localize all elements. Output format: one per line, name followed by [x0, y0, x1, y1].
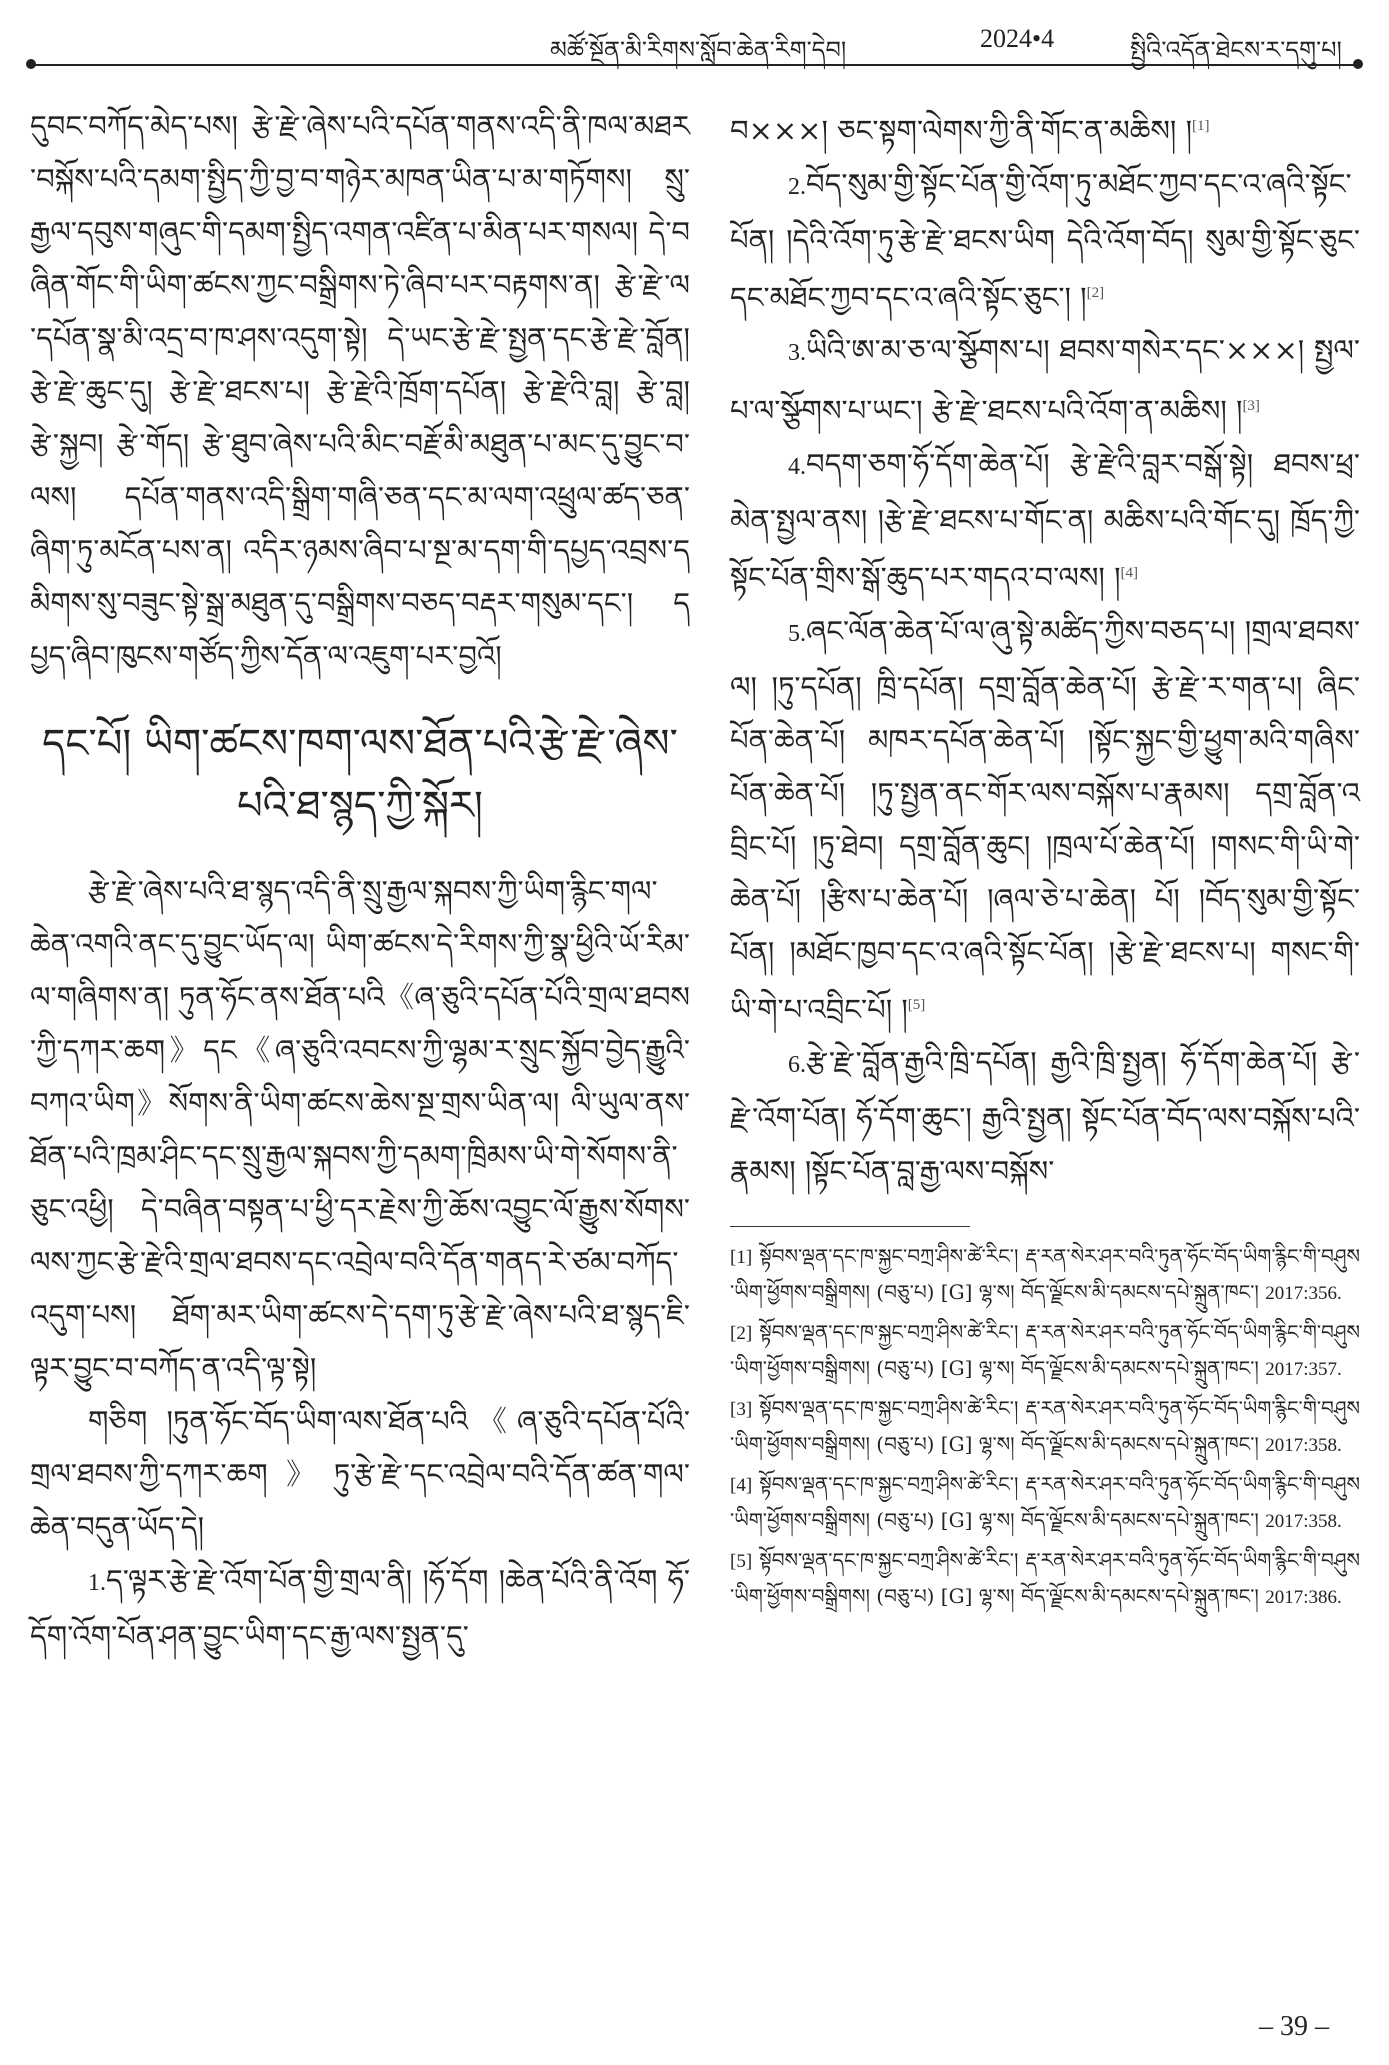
- list-item: [730, 438, 1360, 605]
- item-text: ཞང་ལོན་ཆེན་པོ་ལ་ཞུ་སྟེ་མཚིད་ཀྱིས་བཅད་པ། །གྲལ་ཐབས་ལ། །ཏུ་དཔོན། ཁྲི་དཔོན། དགྲ་བློན་ཆེན་པོ། རྩེ་རྫེ་ར་གན་པ། ཞིང་པོན་ཆེན་པོ། མཁར་དཔོན་ཆེན་པོ། །སྟོང་སྐྱང་གྱི་ཕྱུག་མའི་གཞིས་པོན་ཆེན་པོ། །ཏུ་སྤྱན་ནང་གོར་ལས་བསྐོས་པ་རྣམས། དགྲ་བློན་འབྲིང་པོ། །ཏུ་ཐེབ། དགྲ་བློན་ཆུང། །ཁྲལ་པོ་ཆེན་པོ། །གསང་གི་ཡི་གེ་ཆེན་པོ། །རྩིས་པ་ཆེན་པོ། །ཞལ་ཅེ་པ་ཆེན། པོ། །བོད་སུམ་གྱི་སྟོང་པོན། །མཐོང་ཁྱབ་དང་འ་ཞའི་སྟོང་པོན། །རྩེ་རྫེ་ཐངས་པ། གསང་གི་ཡི་གེ་པ་འབྲིང་པོ། །: [730, 613, 1360, 1027]
- footnote-text: སྟོབས་ལྡན་དང་ཁ་སྐྱང་བཀྲ་ཤིས་ཚེ་རིང་། རྡ་རན་སེར་ཤར་བའི་ཏུན་ཧོང་བོད་ཡིག་རྙིང་གི་བཤུས་ཡིག་ཕྱོགས་བསྒྲིགས། (བཅུ་པ) [G] ལྷ་ས། བོད་ལྗོངས་མི་དམངས་དཔེ་སྐྲུན་ཁང་།: [730, 1548, 1360, 1609]
- item-number: 5.: [788, 620, 806, 647]
- item-text: རྩེ་རྫེ་བློན་རྒྱའི་ཁྲི་དཔོན། རྒྱའི་ཁྲི་སྤྱན། ཧོ་དོག་ཆེན་པོ། རྩེ་རྫེ་འོག་པོན། ཧོ་དོག་ཆུང་། རྒྱའི་སྤྱན། སྟོང་པོན་བོད་ལས་བསྐོས་པའི་རྣམས། །སྟོང་པོན་བླ་རྒྱ་ལས་བསྐོས་: [730, 1045, 1360, 1189]
- footnote-rule: [730, 1226, 970, 1227]
- list-item: [730, 324, 1360, 438]
- rule-left-dot: [26, 59, 36, 69]
- paragraph: གཅིག །ཏུན་ཧོང་བོད་ཡིག་ལས་ཐོན་པའི《ཞ་ཅུའི་དཔོན་པོའི་གྲལ་ཐབས་ཀྱི་དཀར་ཆག》ཏུ་རྩེ་རྫེ་དང་འབྲེལ་བའི་དོན་ཚན་གལ་ཆེན་བདུན་ཡོད་དེ།: [30, 1404, 690, 1544]
- footnote: [730, 1543, 1360, 1615]
- item-text: ཡིའི་ཨ་མ་ཅ་ལ་སྩོགས་པ། ཐབས་གསེར་དང་×××། སྤྱལ་པ་ལ་སྩོགས་པ་ཡང་། རྩེ་རྫེ་ཐངས་པའི་འོག་ན་མཆིས། །: [730, 333, 1360, 428]
- footnote-number: [4]: [730, 1475, 753, 1497]
- rule-right-dot: [1353, 59, 1363, 69]
- paragraph: [730, 100, 1360, 158]
- issue-label: 2024•4: [980, 24, 1055, 53]
- item-number: 2.: [788, 173, 806, 200]
- footnote-number: [1]: [730, 1247, 753, 1269]
- journal-title: མཚོ་སྔོན་མི་རིགས་སློབ་ཆེན་རིག་དེབ།: [550, 36, 847, 64]
- footnote-text: སྟོབས་ལྡན་དང་ཁ་སྐྱང་བཀྲ་ཤིས་ཚེ་རིང་། རྡ་རན་སེར་ཤར་བའི་ཏུན་ཧོང་བོད་ཡིག་རྙིང་གི་བཤུས་ཡིག་ཕྱོགས་བསྒྲིགས། (བཅུ་པ) [G] ལྷ་ས། བོད་ལྗོངས་མི་དམངས་དཔེ་སྐྲུན་ཁང་།: [730, 1472, 1360, 1533]
- paragraph: རྩེ་རྫེ་ཞེས་པའི་ཐ་སྙད་འདི་ནི་སྲུ་རྒྱལ་སྐབས་ཀྱི་ཡིག་རྙིང་གལ་ཆེན་འགའི་ནང་དུ་བྱུང་ཡོད་ལ། ཡིག་ཚངས་དེ་རིགས་ཀྱི་སྣ་ཕྱིའི་ཡོ་རིམ་ལ་གཞིགས་ན། ཏུན་ཧོང་ནས་ཐོན་པའི《ཞ་ཅུའི་དཔོན་པོའི་གྲལ་ཐབས་ཀྱི་དཀར་ཆག》དང《ཞ་ཅུའི་འབངས་ཀྱི་ལྷམ་ར་སྲུང་སྐྱོབ་བྱེད་རྒྱུའི་བཀའ་ཡིག》སོགས་ནི་ཡིག་ཚངས་ཆེས་སྔ་གྲས་ཡིན་ལ། ལི་ཡུལ་ནས་ཐོན་པའི་ཁྲམ་ཤིང་དང་སྲུ་རྒྱལ་སྐབས་ཀྱི་དམག་ཁྲིམས་ཡི་གེ་སོགས་ནི་ཅུང་འཕྱི། དེ་བཞིན་བསྟན་པ་ཕྱི་དར་རྗེས་ཀྱི་ཆོས་འབྱུང་ལོ་རྒྱུས་སོགས་ལས་ཀྱང་རྩེ་རྫེའི་གྲལ་ཐབས་དང་འབྲེལ་བའི་དོན་གནད་རེ་ཙམ་བཀོད་འདུག་པས། ཐོག་མར་ཡིག་ཚངས་དེ་དག་ཏུ་རྩེ་རྫེ་ཞེས་པའི་ཐ་སྙད་ཇི་ལྟར་བྱུང་བ་བཀོད་ན་འདི་ལྟ་སྟེ།: [30, 874, 690, 1385]
- footnote-page: 2017:358.: [1265, 1435, 1342, 1457]
- page-number: – 39 –: [1259, 2011, 1329, 2042]
- running-header: [30, 18, 1359, 68]
- item-number: 3.: [788, 340, 806, 367]
- footnote: [730, 1315, 1360, 1387]
- item-text: ད་ལྟར་རྩེ་རྫེ་འོག་པོན་གྱི་གྲལ་ནི། །ཧོ་དོག །ཆེན་པོའི་ནི་འོག ཧོ་དོག་འོག་པོན་ཤན་བྱུང་ཡིག་དང་རྒྱ་ལས་སྤྱན་དུ་: [30, 1563, 690, 1653]
- footnote-text: སྟོབས་ལྡན་དང་ཁ་སྐྱང་བཀྲ་ཤིས་ཚེ་རིང་། རྡ་རན་སེར་ཤར་བའི་ཏུན་ཧོང་བོད་ཡིག་རྙིང་གི་བཤུས་ཡིག་ཕྱོགས་བསྒྲིགས། (བཅུ་པ) [G] ལྷ་ས། བོད་ལྗོངས་མི་དམངས་དཔེ་སྐྲུན་ཁང་།: [730, 1396, 1360, 1457]
- footnote-ref[interactable]: [2]: [1086, 284, 1105, 301]
- item-text: བོད་སུམ་གྱི་སྟོང་པོན་གྱི་འོག་ཏུ་མཐོང་ཀྱབ་དང་འ་ཞའི་སྟོང་པོན། །དེའི་འོག་ཏུ་རྩེ་རྫེ་ཐངས་ཡིག དེའི་འོག་བོད། སུམ་གྱི་སྟོང་ཅུང་དང་མཐོང་ཀྱབ་དང་འ་ཞའི་སྟོང་ཅུང་། །: [730, 166, 1360, 315]
- left-column: [30, 100, 690, 1663]
- paragraph: དུབང་བཀོད་མེད་པས། རྩེ་རྫེ་ཞེས་པའི་དཔོན་གནས་འདི་ནི་ཁལ་མཐར་བསྐོས་པའི་དམག་སྤྱིད་ཀྱི་བྱ་བ་གཉེར་མཁན་ཡིན་པ་མ་གཏོགས། སྲུ་རྒྱལ་དབུས་གཞུང་གི་དམག་སྤྱིད་འགན་འཛིན་པ་མིན་པར་གསལ། དེ་བཞིན་གོང་གི་ཡིག་ཚངས་ཀྱང་བསྒྲིགས་ཏེ་ཞིབ་པར་བརྟགས་ན། རྩེ་རྫེ་ལ་དཔོན་སྣ་མི་འདྲ་བ་ཁ་ཤས་འདུག་སྟེ། དེ་ཡང་རྩེ་རྫེ་སྤྱན་དང་རྩེ་རྫེ་བློན། རྩེ་རྫེ་ཆུང་དུ། རྩེ་རྫེ་ཐངས་པ། རྩེ་རྫེའི་ཁྲོག་དཔོན། རྩེ་རྫེའི་བླ། རྩེ་བླ། རྩེ་སྐྱབ། རྩེ་གོད། རྩེ་ཐུབ་ཞེས་པའི་མིང་བརྗོ་མི་མཐུན་པ་མང་དུ་བྱུང་བ་ལས། དཔོན་གནས་འདི་སྒྲིག་གཞི་ཅན་དང་མ་ལག་འཕྲུལ་ཚད་ཅན་ཞིག་ཏུ་མངོན་པས་ན། འདིར་ཉམས་ཞིབ་པ་སྔ་མ་དག་གི་དཔྱད་འབྲས་དམིགས་སུ་བཟུང་སྟེ་སྒྲ་མཐུན་དུ་བསྒྲིགས་བཅད་བརྡར་གསུམ་དང་། དཔྱད་ཞིབ་ཁུངས་གཙོད་ཀྱིས་དོན་ལ་འཇུག་པར་བྱའོ།: [30, 109, 690, 673]
- right-column: [730, 100, 1360, 1619]
- list-item: [730, 605, 1360, 1037]
- footnote-page: 2017:356.: [1265, 1283, 1342, 1305]
- item-number: 1.: [88, 1570, 106, 1596]
- footnote-page: 2017:357.: [1265, 1359, 1342, 1381]
- item-text: བ×××། ཅང་སྟག་ལེགས་ཀྱི་ནི་གོང་ན་མཆིས། །: [730, 113, 1193, 148]
- footnote-number: [3]: [730, 1399, 753, 1421]
- header-rule: [30, 64, 1359, 66]
- section-heading: དང་པོ། ཡིག་ཚངས་ཁག་ལས་ཐོན་པའི་རྩེ་རྫེ་ཞེས་པའི་ཐ་སྙད་ཀྱི་སྐོར།: [42, 721, 678, 829]
- footnote: [730, 1239, 1360, 1311]
- footnote-text: སྟོབས་ལྡན་དང་ཁ་སྐྱང་བཀྲ་ཤིས་ཚེ་རིང་། རྡ་རན་སེར་ཤར་བའི་ཏུན་ཧོང་བོད་ཡིག་རྙིང་གི་བཤུས་ཡིག་ཕྱོགས་བསྒྲིགས། (བཅུ་པ) [G] ལྷ་ས། བོད་ལྗོངས་མི་དམངས་དཔེ་སྐྲུན་ཁང་།: [730, 1244, 1360, 1305]
- footnote-ref[interactable]: [1]: [1192, 118, 1210, 134]
- list-item: [730, 1036, 1360, 1198]
- volume-label: སྤྱིའི་འདོན་ཐེངས་ར་དགུ་པ།: [1130, 36, 1342, 64]
- footnote-text: སྟོབས་ལྡན་དང་ཁ་སྐྱང་བཀྲ་ཤིས་ཚེ་རིང་། རྡ་རན་སེར་ཤར་བའི་ཏུན་ཧོང་བོད་ཡིག་རྙིང་གི་བཤུས་ཡིག་ཕྱོགས་བསྒྲིགས། (བཅུ་པ) [G] ལྷ་ས། བོད་ལྗོངས་མི་དམངས་དཔེ་སྐྲུན་ཁང་།: [730, 1320, 1360, 1381]
- footnote-page: 2017:386.: [1265, 1587, 1342, 1609]
- footnote: [730, 1467, 1360, 1539]
- footnote-ref[interactable]: [3]: [1242, 398, 1260, 415]
- footnote: [730, 1391, 1360, 1463]
- footnote-number: [2]: [730, 1323, 753, 1345]
- list-item: [30, 1554, 690, 1663]
- item-number: 4.: [788, 453, 806, 480]
- footnote-page: 2017:358.: [1265, 1511, 1342, 1533]
- footnote-ref[interactable]: [5]: [907, 996, 926, 1013]
- footnote-ref[interactable]: [4]: [1120, 564, 1139, 581]
- footnote-number: [5]: [730, 1551, 753, 1573]
- list-item: [730, 158, 1360, 325]
- item-number: 6.: [788, 1052, 806, 1079]
- item-text: བདག་ཅག་ཧོ་དོག་ཆེན་པོ། རྩེ་རྫེའི་བླར་བསྒོ་སྟེ། ཐབས་ཕྲ་མེན་སྤྱལ་ནས། །རྩེ་རྫེ་ཐངས་པ་གོང་ན། མཆིས་པའི་གོང་དུ། ཁྲོད་ཀྱི་སྟོང་པོན་གྲིས་སྒོ་ཆུད་པར་གདའ་བ་ལས། །: [730, 446, 1360, 595]
